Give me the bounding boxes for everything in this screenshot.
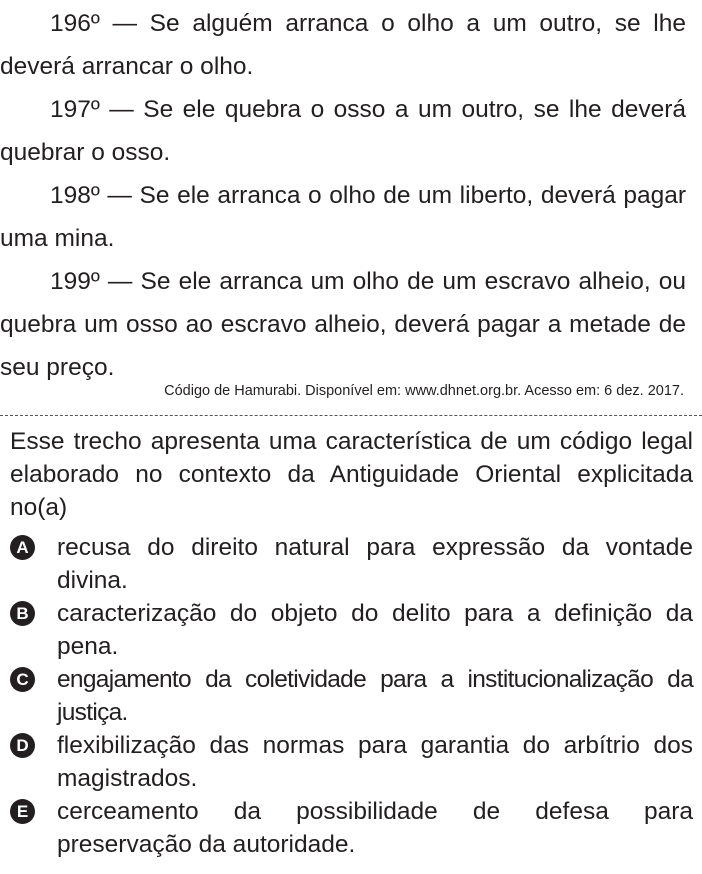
excerpt-paragraph-198: 198º — Se ele arranca o olho de um liberto, deverá pagar uma mina.: [0, 182, 686, 252]
excerpt-paragraph-199: 199º — Se ele arranca um olho de um escravo alheio, ou quebra um osso ao escravo alheio, deverá pagar a metade de seu preço.: [0, 268, 686, 381]
source-citation: Código de Hamurabi. Disponível em: www.dhnet.org.br. Acesso em: 6 dez. 2017.: [164, 383, 684, 399]
option-b-letter-badge: B: [10, 601, 35, 626]
option-d-letter-badge: D: [10, 733, 35, 758]
option-d[interactable]: [10, 729, 693, 795]
answer-options: [10, 531, 693, 861]
option-a[interactable]: [10, 531, 693, 597]
question-prompt: Esse trecho apresenta uma característica de um código legal elaborado no contexto da Antiguidade Oriental explicitada no(a): [10, 428, 693, 521]
option-c-letter-badge: C: [10, 667, 35, 692]
option-a-text: recusa do direito natural para expressão da vontade divina.: [57, 534, 693, 594]
excerpt-paragraph-197: 197º — Se ele quebra o osso a um outro, se lhe deverá quebrar o osso.: [0, 96, 686, 166]
dashed-divider: [0, 415, 702, 416]
option-e-text: cerceamento da possibilidade de defesa para preservação da autoridade.: [57, 798, 693, 858]
question-block: [10, 425, 693, 861]
option-a-letter-badge: A: [10, 535, 35, 560]
option-d-text: flexibilização das normas para garantia do arbítrio dos magistrados.: [57, 732, 693, 792]
option-b[interactable]: [10, 597, 693, 663]
option-e-letter-badge: E: [10, 799, 35, 824]
option-e[interactable]: [10, 795, 693, 861]
option-c[interactable]: [10, 663, 693, 729]
law-excerpt: [0, 2, 686, 389]
option-c-text: engajamento da coletividade para a institucionalização da justiça.: [57, 666, 693, 726]
excerpt-paragraph-196: 196º — Se alguém arranca o olho a um outro, se lhe deverá arrancar o olho.: [0, 10, 686, 80]
option-b-text: caracterização do objeto do delito para a definição da pena.: [57, 600, 693, 660]
